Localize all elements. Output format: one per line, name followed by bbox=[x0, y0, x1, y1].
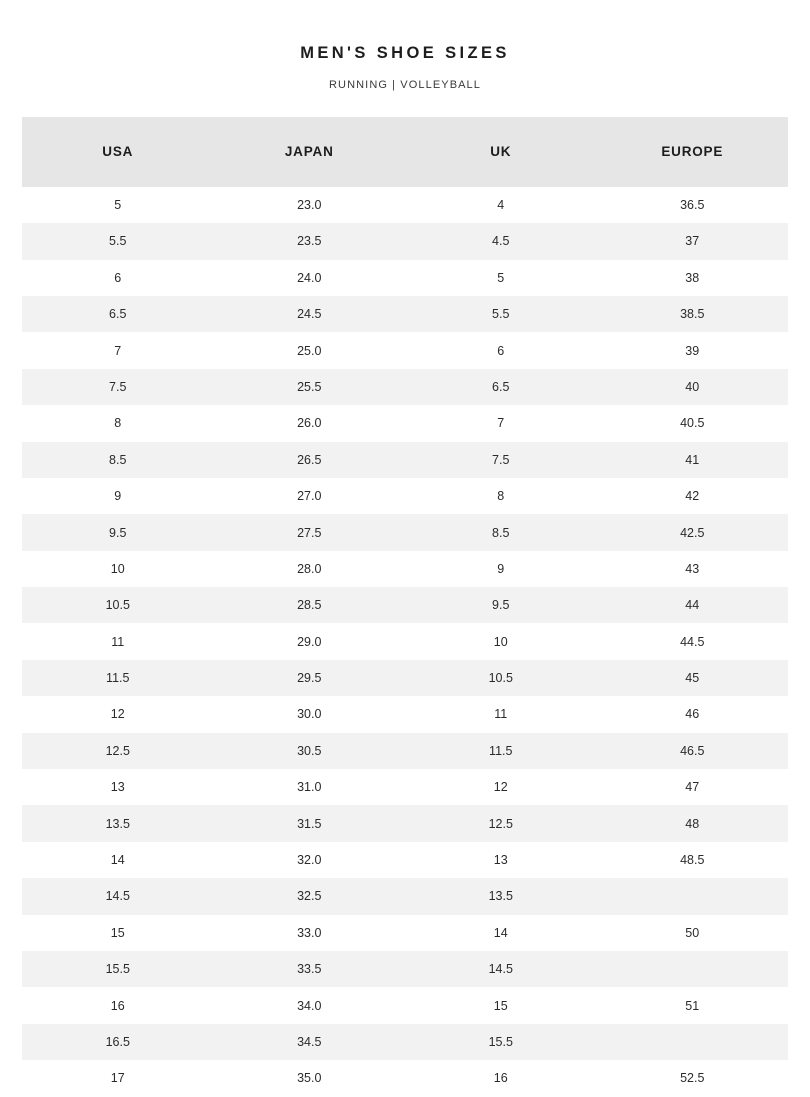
table-cell: 44 bbox=[597, 587, 789, 623]
table-cell: 23.5 bbox=[214, 223, 406, 259]
table-cell: 10 bbox=[405, 623, 597, 659]
table-row bbox=[22, 878, 788, 914]
table-cell: 5.5 bbox=[405, 296, 597, 332]
table-cell: 31.5 bbox=[214, 805, 406, 841]
table-cell: 9 bbox=[405, 551, 597, 587]
table-cell: 13 bbox=[22, 769, 214, 805]
table-cell: 42 bbox=[597, 478, 789, 514]
table-cell: 10.5 bbox=[405, 660, 597, 696]
table-cell: 46 bbox=[597, 696, 789, 732]
table-cell: 47 bbox=[597, 769, 789, 805]
table-cell: 48 bbox=[597, 805, 789, 841]
table-cell: 46.5 bbox=[597, 733, 789, 769]
table-row bbox=[22, 296, 788, 332]
table-cell: 7.5 bbox=[405, 442, 597, 478]
table-row bbox=[22, 951, 788, 987]
table-row bbox=[22, 805, 788, 841]
table-cell: 45 bbox=[597, 660, 789, 696]
table-cell: 6.5 bbox=[405, 369, 597, 405]
table-cell: 12 bbox=[405, 769, 597, 805]
table-cell: 15.5 bbox=[405, 1024, 597, 1060]
table-row bbox=[22, 842, 788, 878]
table-cell: 7.5 bbox=[22, 369, 214, 405]
table-row bbox=[22, 733, 788, 769]
table-cell: 12.5 bbox=[405, 805, 597, 841]
table-cell: 10.5 bbox=[22, 587, 214, 623]
table-cell: 30.5 bbox=[214, 733, 406, 769]
table-cell: 14 bbox=[22, 842, 214, 878]
table-cell: 6.5 bbox=[22, 296, 214, 332]
table-cell: 8 bbox=[405, 478, 597, 514]
table-cell: 25.5 bbox=[214, 369, 406, 405]
table-cell: 11.5 bbox=[405, 733, 597, 769]
table-cell: 29.5 bbox=[214, 660, 406, 696]
table-cell: 16.5 bbox=[22, 1024, 214, 1060]
table-cell: 36.5 bbox=[597, 187, 789, 223]
table-cell: 5 bbox=[22, 187, 214, 223]
table-row bbox=[22, 551, 788, 587]
table-row bbox=[22, 769, 788, 805]
table-cell: 27.0 bbox=[214, 478, 406, 514]
table-cell: 24.0 bbox=[214, 260, 406, 296]
table-cell: 40.5 bbox=[597, 405, 789, 441]
table-cell: 8 bbox=[22, 405, 214, 441]
table-cell: 9.5 bbox=[22, 514, 214, 550]
table-row bbox=[22, 1060, 788, 1096]
table-cell: 39 bbox=[597, 332, 789, 368]
table-row bbox=[22, 260, 788, 296]
size-table bbox=[22, 117, 788, 1097]
table-cell: 35.0 bbox=[214, 1060, 406, 1096]
table-row bbox=[22, 369, 788, 405]
table-row bbox=[22, 478, 788, 514]
table-cell: 16 bbox=[405, 1060, 597, 1096]
table-row bbox=[22, 696, 788, 732]
table-cell: 14.5 bbox=[22, 878, 214, 914]
table-row bbox=[22, 987, 788, 1023]
table-cell: 42.5 bbox=[597, 514, 789, 550]
table-cell bbox=[597, 878, 789, 914]
table-cell: 6 bbox=[22, 260, 214, 296]
table-cell: 43 bbox=[597, 551, 789, 587]
table-cell: 52.5 bbox=[597, 1060, 789, 1096]
table-row bbox=[22, 587, 788, 623]
table-cell: 13 bbox=[405, 842, 597, 878]
table-header-row bbox=[22, 117, 788, 187]
table-cell: 24.5 bbox=[214, 296, 406, 332]
table-row bbox=[22, 442, 788, 478]
table-cell: 13.5 bbox=[405, 878, 597, 914]
table-cell: 25.0 bbox=[214, 332, 406, 368]
table-cell: 15 bbox=[405, 987, 597, 1023]
table-cell: 9 bbox=[22, 478, 214, 514]
table-cell: 32.0 bbox=[214, 842, 406, 878]
page-subtitle: RUNNING | VOLLEYBALL bbox=[328, 78, 481, 91]
table-cell bbox=[597, 951, 789, 987]
table-row bbox=[22, 1024, 788, 1060]
table-cell: 48.5 bbox=[597, 842, 789, 878]
table-cell: 13.5 bbox=[22, 805, 214, 841]
table-cell: 5.5 bbox=[22, 223, 214, 259]
table-row bbox=[22, 405, 788, 441]
size-table-head bbox=[22, 117, 788, 187]
table-row bbox=[22, 660, 788, 696]
table-row bbox=[22, 915, 788, 951]
table-cell: 14 bbox=[405, 915, 597, 951]
table-cell: 28.0 bbox=[214, 551, 406, 587]
table-cell: 28.5 bbox=[214, 587, 406, 623]
table-cell: 16 bbox=[22, 987, 214, 1023]
table-cell: 8.5 bbox=[405, 514, 597, 550]
table-row bbox=[22, 514, 788, 550]
size-table-body bbox=[22, 187, 788, 1097]
table-cell: 38 bbox=[597, 260, 789, 296]
table-cell: 34.0 bbox=[214, 987, 406, 1023]
page-header bbox=[0, 0, 810, 101]
table-cell: 29.0 bbox=[214, 623, 406, 659]
table-cell: 7 bbox=[405, 405, 597, 441]
column-header-japan: JAPAN bbox=[214, 117, 406, 187]
table-cell: 12 bbox=[22, 696, 214, 732]
table-cell: 50 bbox=[597, 915, 789, 951]
table-cell: 51 bbox=[597, 987, 789, 1023]
table-cell: 38.5 bbox=[597, 296, 789, 332]
table-cell: 15 bbox=[22, 915, 214, 951]
table-cell: 4.5 bbox=[405, 223, 597, 259]
table-cell: 23.0 bbox=[214, 187, 406, 223]
table-cell: 31.0 bbox=[214, 769, 406, 805]
table-cell: 5 bbox=[405, 260, 597, 296]
table-row bbox=[22, 223, 788, 259]
table-cell: 6 bbox=[405, 332, 597, 368]
size-table-container bbox=[0, 117, 810, 1097]
table-cell: 27.5 bbox=[214, 514, 406, 550]
table-cell: 14.5 bbox=[405, 951, 597, 987]
table-cell: 26.0 bbox=[214, 405, 406, 441]
table-row bbox=[22, 187, 788, 223]
column-header-europe: EUROPE bbox=[597, 117, 789, 187]
table-cell: 8.5 bbox=[22, 442, 214, 478]
table-cell: 12.5 bbox=[22, 733, 214, 769]
table-cell: 15.5 bbox=[22, 951, 214, 987]
page-title: MEN'S SHOE SIZES bbox=[300, 44, 510, 62]
column-header-uk: UK bbox=[405, 117, 597, 187]
table-cell: 4 bbox=[405, 187, 597, 223]
table-cell: 34.5 bbox=[214, 1024, 406, 1060]
table-cell: 17 bbox=[22, 1060, 214, 1096]
table-cell bbox=[597, 1024, 789, 1060]
table-cell: 10 bbox=[22, 551, 214, 587]
column-header-usa: USA bbox=[22, 117, 214, 187]
table-cell: 37 bbox=[597, 223, 789, 259]
table-cell: 26.5 bbox=[214, 442, 406, 478]
table-cell: 11.5 bbox=[22, 660, 214, 696]
table-cell: 41 bbox=[597, 442, 789, 478]
table-row bbox=[22, 623, 788, 659]
table-cell: 33.0 bbox=[214, 915, 406, 951]
table-cell: 40 bbox=[597, 369, 789, 405]
table-cell: 11 bbox=[405, 696, 597, 732]
table-row bbox=[22, 332, 788, 368]
table-cell: 32.5 bbox=[214, 878, 406, 914]
table-cell: 7 bbox=[22, 332, 214, 368]
table-cell: 11 bbox=[22, 623, 214, 659]
table-cell: 9.5 bbox=[405, 587, 597, 623]
table-cell: 44.5 bbox=[597, 623, 789, 659]
table-cell: 30.0 bbox=[214, 696, 406, 732]
table-cell: 33.5 bbox=[214, 951, 406, 987]
